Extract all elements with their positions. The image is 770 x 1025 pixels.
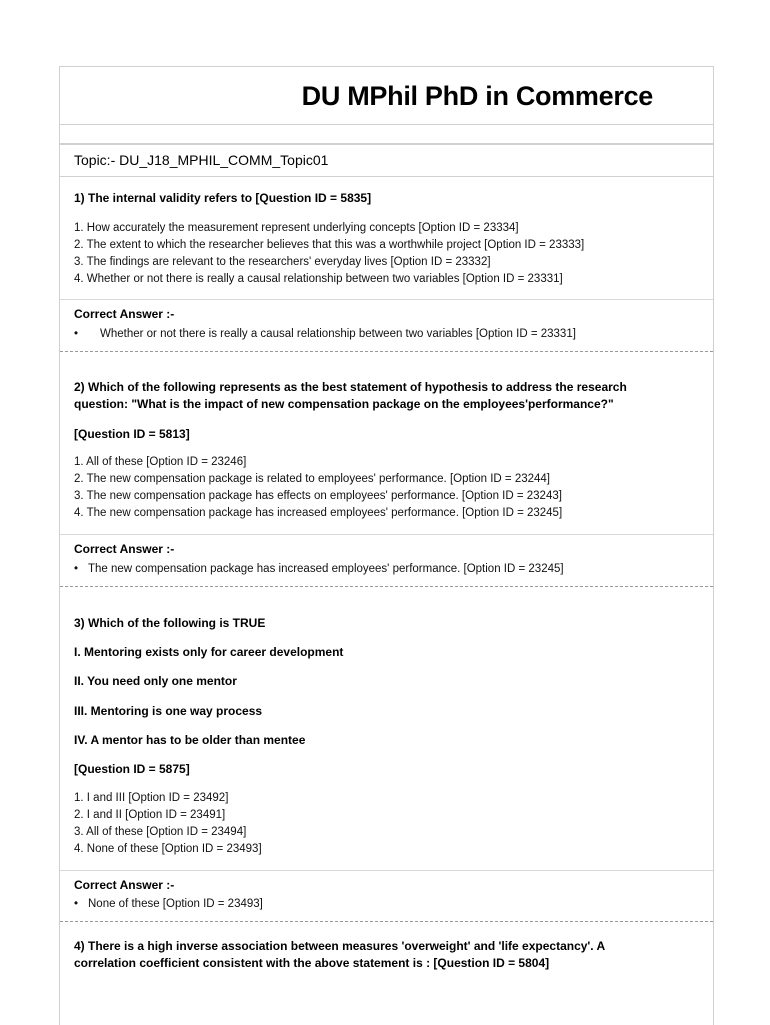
question-divider	[60, 921, 713, 922]
q3-question: 3) Which of the following is TRUE	[74, 616, 266, 630]
q3-question-id: [Question ID = 5875]	[74, 762, 190, 776]
topic-label: Topic:- DU_J18_MPHIL_COMM_Topic01	[74, 152, 329, 168]
q2-answer-label: Correct Answer :-	[74, 542, 175, 556]
q3-answer-text: None of these [Option ID = 23493]	[88, 898, 263, 910]
q2-option-2: 2. The new compensation package is related to employees' performance. [Option ID = 23244]	[74, 473, 550, 485]
q1-answer	[74, 328, 576, 340]
question-divider	[60, 586, 713, 587]
q3-answer-label: Correct Answer :-	[74, 878, 175, 892]
q3-option-4: 4. None of these [Option ID = 23493]	[74, 843, 262, 855]
separator	[60, 534, 713, 535]
q1-option-1: 1. How accurately the measurement represent underlying concepts [Option ID = 23334]	[74, 222, 519, 234]
spacer-row	[60, 125, 713, 144]
q3-statement-1: I. Mentoring exists only for career development	[74, 645, 344, 659]
q3-answer	[74, 898, 263, 910]
q2-question-id: [Question ID = 5813]	[74, 427, 190, 441]
q4-question-line2: correlation coefficient consistent with the above statement is : [Question ID = 5804]	[74, 956, 550, 970]
topic-row	[60, 144, 713, 177]
q2-answer-text: The new compensation package has increased employees' performance. [Option ID = 23245]	[88, 563, 564, 575]
q2-question-line1: 2) Which of the following represents as the best statement of hypothesis to address the research	[74, 380, 627, 394]
q2-option-1: 1. All of these [Option ID = 23246]	[74, 456, 247, 468]
page-title: DU MPhil PhD in Commerce	[301, 81, 653, 111]
q2-option-3: 3. The new compensation package has effects on employees' performance. [Option ID = 23243]	[74, 490, 562, 502]
q1-option-4: 4. Whether or not there is really a causal relationship between two variables [Option ID = 23331]	[74, 273, 563, 285]
bullet-icon: •	[74, 898, 79, 910]
q1-option-2: 2. The extent to which the researcher believes that this was a worthwhile project [Option ID = 23333]	[74, 239, 585, 251]
q3-statement-4: IV. A mentor has to be older than mentee	[74, 733, 306, 747]
bullet-icon: •	[74, 328, 79, 340]
q3-statement-3: III. Mentoring is one way process	[74, 704, 263, 718]
q3-option-2: 2. I and II [Option ID = 23491]	[74, 809, 226, 821]
bullet-icon: •	[74, 563, 79, 575]
q4-question-line1: 4) There is a high inverse association between measures 'overweight' and 'life expectancy'. A	[74, 939, 606, 953]
q3-option-1: 1. I and III [Option ID = 23492]	[74, 792, 229, 804]
q1-answer-label: Correct Answer :-	[74, 307, 175, 321]
q3-option-3: 3. All of these [Option ID = 23494]	[74, 826, 247, 838]
q2-answer	[74, 563, 564, 575]
q1-option-3: 3. The findings are relevant to the researchers' everyday lives [Option ID = 23332]	[74, 256, 491, 268]
title-row	[60, 67, 713, 125]
q1-answer-text: Whether or not there is really a causal relationship between two variables [Option ID = 23331]	[100, 328, 576, 340]
q3-statement-2: II. You need only one mentor	[74, 674, 237, 688]
separator	[60, 299, 713, 300]
q2-question-line2: question: "What is the impact of new compensation package on the employees'performance?"	[74, 397, 614, 411]
question-divider	[60, 351, 713, 352]
q1-question: 1) The internal validity refers to [Question ID = 5835]	[74, 191, 372, 205]
document-page	[59, 66, 714, 1025]
q2-option-4: 4. The new compensation package has increased employees' performance. [Option ID = 23245]	[74, 507, 563, 519]
separator	[60, 870, 713, 871]
